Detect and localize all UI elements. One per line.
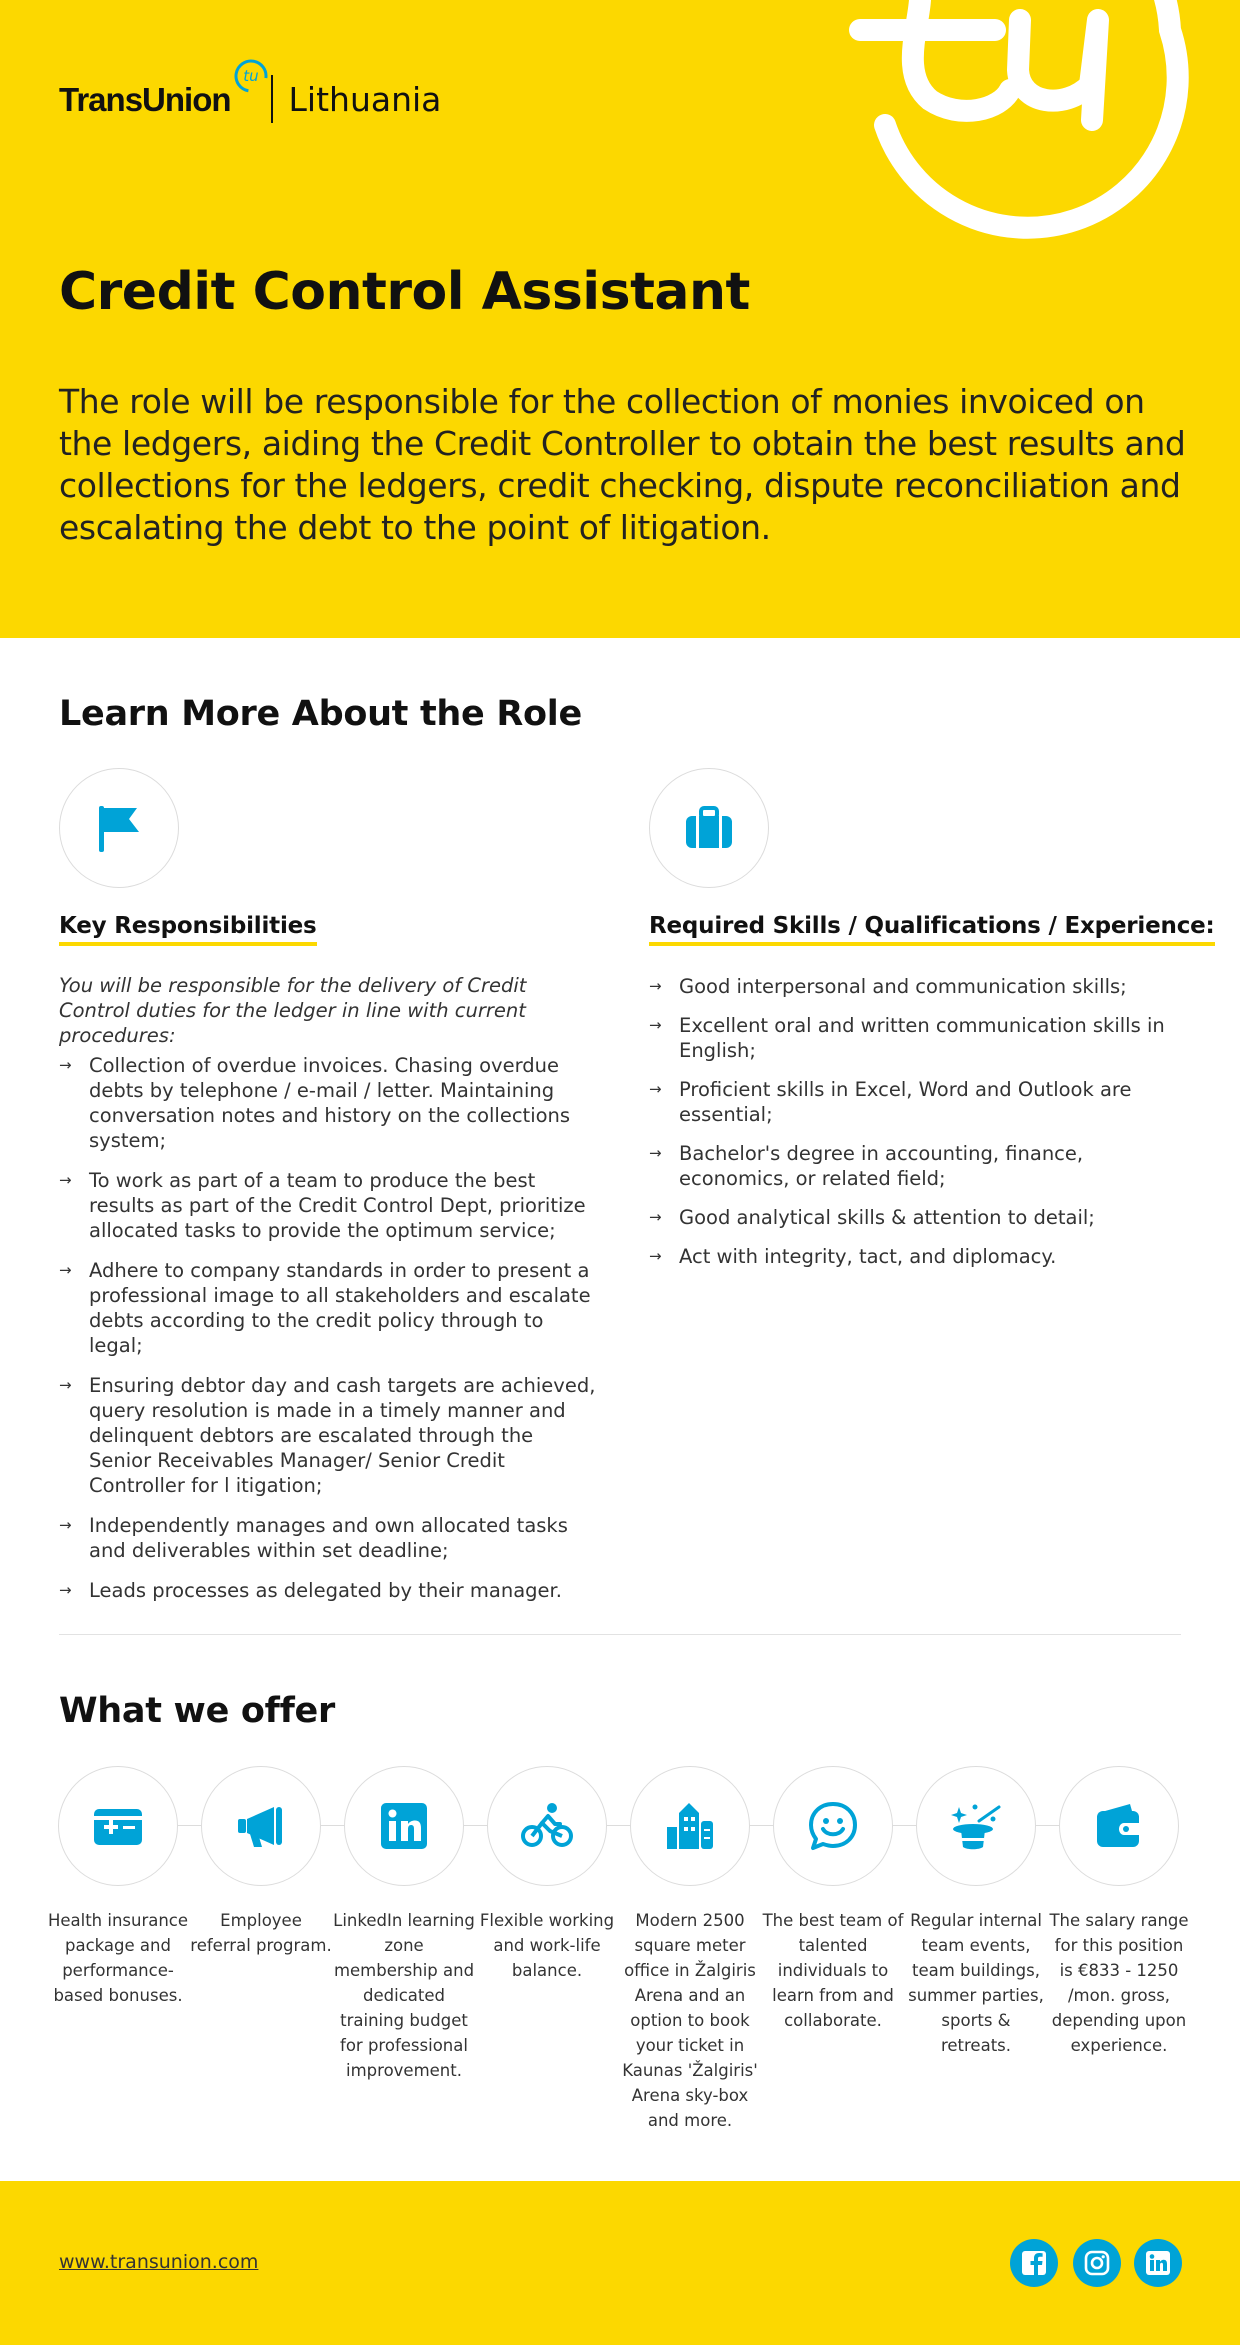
offer-icon-badge [630,1766,750,1886]
offer-text: Regular internal team events, team buildings, summer parties, sports & retreats. [908,1911,1044,2055]
instagram-icon [1084,2250,1110,2276]
skills-heading: Required Skills / Qualifications / Experience: [649,913,1215,946]
offer-item-team [761,1766,905,2033]
offer-section-heading: What we offer [59,1691,335,1731]
offer-text: The salary range for this position is €833 - 1250 /mon. gross, depending upon experience. [1049,1911,1189,2055]
tu-logo-watermark-icon [840,0,1200,250]
hero-banner [0,0,1240,638]
instagram-button[interactable] [1073,2239,1121,2287]
arrow-right-icon: → [59,1581,72,1599]
arrow-right-icon: → [59,1171,72,1189]
health-card-icon [91,1799,145,1853]
offer-text: Modern 2500 square meter office in Žalgiris Arena and an option to book your ticket in Kaunas 'Žalgiris' Arena sky-box and more. [622,1911,758,2130]
list-item: → Good analytical skills & attention to detail; [649,1206,1095,1229]
brand-divider [271,75,273,123]
offer-item-referral [189,1766,333,1958]
arrow-right-icon: → [649,977,662,995]
arrow-right-icon: → [59,1056,72,1074]
responsibilities-list [59,1053,599,1618]
offer-item-salary [1047,1766,1191,2058]
offer-icon-badge [487,1766,607,1886]
offer-icon-badge [1059,1766,1179,1886]
skills-list [649,974,1189,1283]
list-item: → Ensuring debtor day and cash targets are achieved, query resolution is made in a timely manner and delinquent debtors are escalated through the Senior Receivables Manager/ Senior Credit Controller for l itigation; [59,1374,596,1497]
skills-badge [649,768,769,888]
list-item: → Excellent oral and written communication skills in English; [649,1014,1165,1062]
brand-name: TransUnion [59,81,231,118]
offer-text: LinkedIn learning zone membership and dedicated training budget for professional improvement. [333,1911,475,2080]
offer-item-flexible [475,1766,619,1983]
list-item: → Good interpersonal and communication skills; [649,975,1127,998]
responsibilities-badge [59,768,179,888]
wallet-icon [1092,1799,1146,1853]
arrow-right-icon: → [59,1376,72,1394]
responsibilities-intro: You will be responsible for the delivery of Credit Control duties for the ledger in line with current procedures: [59,974,527,1047]
cyclist-icon [520,1799,574,1853]
linkedin-button[interactable] [1134,2239,1182,2287]
arrow-right-icon: → [59,1261,72,1279]
page-title: Credit Control Assistant [59,262,750,322]
linkedin-icon [1145,2250,1171,2276]
list-item: → Collection of overdue invoices. Chasing overdue debts by telephone / e-mail / letter. Maintaining conversation notes and history on the collections system; [59,1054,571,1152]
tu-logo-icon [233,58,269,94]
list-item: → Bachelor's degree in accounting, finance, economics, or related field; [649,1142,1084,1190]
offer-icon-badge [58,1766,178,1886]
smile-chat-icon [806,1799,860,1853]
website-link[interactable]: www.transunion.com [59,2251,259,2273]
offer-item-office [618,1766,762,2133]
svg-text:tu: tu [243,67,259,85]
arrow-right-icon: → [649,1247,662,1265]
flag-icon [93,802,145,854]
briefcase-icon [683,802,735,854]
responsibilities-heading: Key Responsibilities [59,913,317,946]
brand-lockup[interactable] [59,56,441,128]
offer-item-linkedin [332,1766,476,2083]
arrow-right-icon: → [59,1516,72,1534]
section-divider [59,1634,1181,1635]
list-item: → To work as part of a team to produce the best results as part of the Credit Control Dept, prioritize allocated tasks to provide the optimum service; [59,1169,586,1242]
offer-text: Flexible working and work-life balance. [479,1911,615,1980]
offer-text: The best team of talented individuals to learn from and collaborate. [762,1911,904,2030]
offer-text: Health insurance package and performance-based bonuses. [47,1911,189,2005]
offer-icon-badge [916,1766,1036,1886]
list-item: → Independently manages and own allocated tasks and deliverables within set deadline; [59,1514,568,1562]
arrow-right-icon: → [649,1080,662,1098]
city-buildings-icon [663,1799,717,1853]
offer-text: Employee referral program. [190,1911,332,1955]
offer-icon-badge [344,1766,464,1886]
facebook-icon [1021,2250,1047,2276]
megaphone-icon [234,1799,288,1853]
list-item: → Proficient skills in Excel, Word and Outlook are essential; [649,1078,1132,1126]
offer-item-health [46,1766,190,2008]
offer-item-events [904,1766,1048,2058]
linkedin-icon [379,1801,429,1851]
list-item: → Leads processes as delegated by their manager. [59,1579,562,1602]
offer-icon-badge [773,1766,893,1886]
facebook-button[interactable] [1010,2239,1058,2287]
role-summary: The role will be responsible for the collection of monies invoiced on the ledgers, aiding the Credit Controller to obtain the best results and collections for the ledgers, credit checking, dispute reconciliation and escalating the debt to the point of litigation. [59,382,1186,547]
list-item: → Adhere to company standards in order to present a professional image to all stakeholders and escalate debts according to the credit policy through to legal; [59,1259,591,1357]
role-section-heading: Learn More About the Role [59,694,582,734]
magic-hat-icon [949,1799,1003,1853]
brand-country: Lithuania [288,79,442,119]
arrow-right-icon: → [649,1144,662,1162]
arrow-right-icon: → [649,1016,662,1034]
offer-icon-badge [201,1766,321,1886]
list-item: → Act with integrity, tact, and diplomacy. [649,1245,1057,1268]
footer [0,2181,1240,2345]
arrow-right-icon: → [649,1208,662,1226]
